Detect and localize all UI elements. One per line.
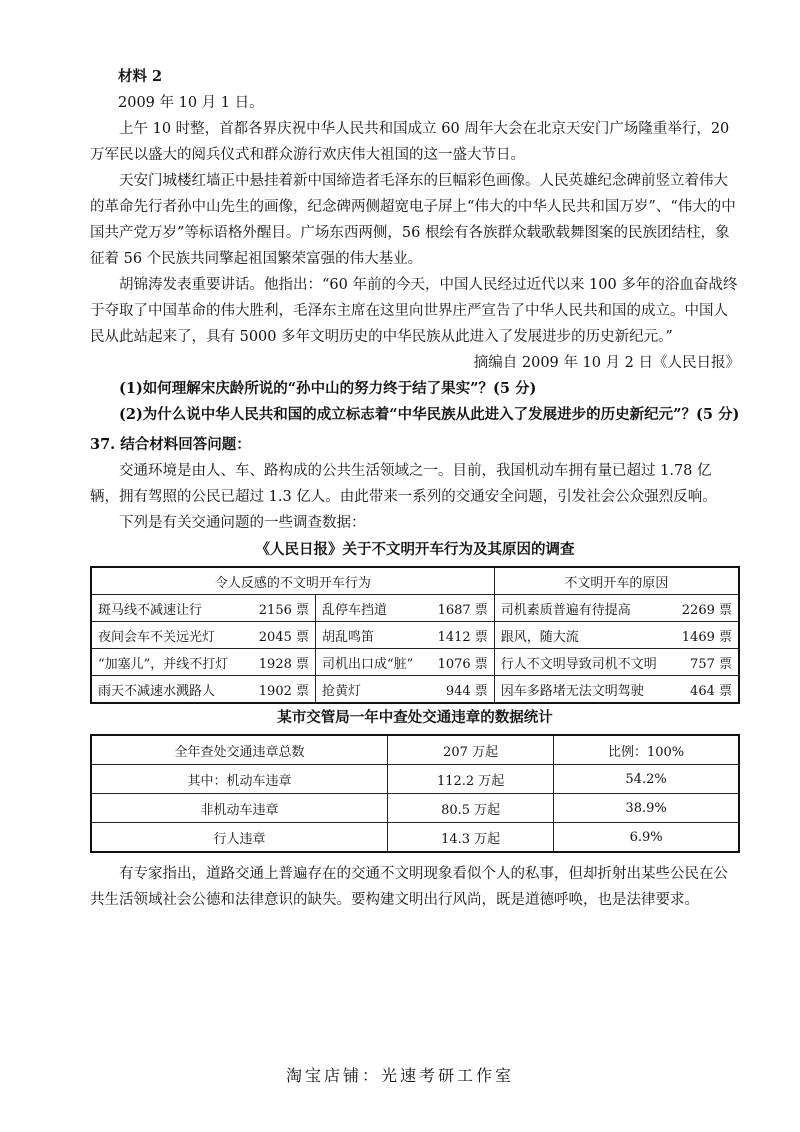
vote-count: 1076 票 (437, 656, 488, 672)
vote-count: 2045 票 (258, 629, 309, 645)
table-row (91, 735, 739, 765)
paragraph-2: 天安门城楼红墙正中悬挂着新中国缔造者毛泽东的巨幅彩色画像。人民英雄纪念碑前竖立着伟大的革命先行者孙中山先生的画像，纪念碑两侧超宽电子屏上“伟大的中华人民共和国万岁”、“伟大的中国共产党万岁”等标语格外醒目。广场东西两侧，56 根绘有各族群众载歌载舞图案的民族团结柱，象征着 56 个民族共同擎起祖国繁荣富强的伟大基业。 (90, 173, 736, 267)
paragraph-3: 胡锦涛发表重要讲话。他指出：“60 年前的今天，中国人民经过近代以来 100 多年的浴血奋战终于夺取了中国革命的伟大胜利，毛泽东主席在这里向世界庄严宣告了中华人民共和国的成立。中国人民从此站起来了，具有 5000 多年文明历史的中华民族从此进入了发展进步的历史新纪元。” (90, 277, 738, 345)
table-row (91, 595, 739, 622)
ratio-cell: 比例：100% (554, 735, 739, 765)
material-label: 材料 2 (118, 68, 163, 85)
header-behaviors: 令人反感的不文明开车行为 (91, 567, 494, 595)
behavior-label: 乱停车挡道 (322, 602, 388, 618)
table-row (91, 622, 739, 649)
ratio-cell: 38.9% (554, 794, 739, 823)
material-date: 2009 年 10 月 1 日。 (118, 95, 264, 111)
behavior-label: 胡乱鸣笛 (322, 629, 375, 645)
vote-count: 2269 票 (681, 602, 732, 618)
behavior-label: 司机出口成“脏” (322, 656, 414, 672)
vote-count: 1902 票 (258, 683, 309, 699)
document-page (90, 64, 740, 913)
footer-shop-name: 淘宝店铺：光速考研工作室 (285, 1066, 514, 1085)
statistics-table (90, 734, 740, 853)
survey-table (90, 566, 740, 704)
table-row (91, 765, 739, 794)
question-1: (1)如何理解宋庆龄所说的“孙中山的努力终于结了果实”？(5 分) (119, 380, 537, 397)
behavior-label: 雨天不减速水溅路人 (98, 683, 216, 699)
vote-count: 757 票 (690, 656, 732, 672)
vote-count: 944 票 (445, 683, 488, 699)
vote-count: 1687 票 (437, 602, 488, 618)
behavior-label: 夜间会车不关远光灯 (98, 629, 216, 645)
q37-paragraph-2: 下列是有关交通问题的一些调查数据： (119, 515, 366, 531)
category-cell: 非机动车违章 (91, 794, 388, 823)
vote-count: 2156 票 (258, 602, 309, 618)
vote-count: 464 票 (690, 683, 732, 699)
category-cell: 其中：机动车违章 (91, 765, 388, 794)
ratio-cell: 6.9% (554, 823, 739, 853)
q37-paragraph-1: 交通环境是由人、车、路构成的公共生活领域之一。目前，我国机动车拥有量已超过 1.78 亿辆，拥有驾照的公民已超过 1.3 亿人。由此带来一系列的交通安全问题，引发社会公众强烈反响。 (90, 463, 717, 505)
vote-count: 1469 票 (681, 629, 732, 645)
count-cell: 80.5 万起 (388, 794, 554, 823)
closing-paragraph: 有专家指出，道路交通上普遍存在的交通不文明现象看似个人的私事，但却折射出某些公民在公共生活领域社会公德和法律意识的缺失。要构建文明出行风尚，既是道德呼唤，也是法律要求。 (90, 866, 728, 908)
table-row (91, 823, 739, 853)
statistics-table-title: 某市交管局一年中查处交通违章的数据统计 (277, 709, 553, 726)
count-cell: 207 万起 (388, 735, 554, 765)
table-row (91, 794, 739, 823)
vote-count: 1928 票 (258, 656, 309, 672)
question-37-heading: 37. 结合材料回答问题： (90, 436, 251, 453)
reason-label: 因车多路堵无法文明驾驶 (500, 683, 644, 699)
reason-label: 司机素质普遍有待提高 (500, 602, 631, 618)
reason-label: 跟风，随大流 (500, 629, 579, 645)
category-cell: 全年查处交通违章总数 (91, 735, 388, 765)
question-2: (2)为什么说中华人民共和国的成立标志着“中华民族从此进入了发展进步的历史新纪元”？(5 分) (119, 406, 740, 423)
table-row (91, 676, 739, 704)
behavior-label: “加塞儿”，并线不打灯 (98, 656, 229, 672)
table-row (91, 649, 739, 676)
behavior-label: 抢黄灯 (322, 683, 362, 699)
category-cell: 行人违章 (91, 823, 388, 853)
behavior-label: 斑马线不减速让行 (98, 602, 203, 618)
vote-count: 1412 票 (437, 629, 488, 645)
source-citation: 摘编自 2009 年 10 月 2 日《人民日报》 (473, 355, 740, 371)
count-cell: 14.3 万起 (388, 823, 554, 853)
ratio-cell: 54.2% (554, 765, 739, 794)
count-cell: 112.2 万起 (388, 765, 554, 794)
reason-label: 行人不文明导致司机不文明 (500, 656, 657, 672)
survey-table-title: 《人民日报》关于不文明开车行为及其原因的调查 (255, 541, 575, 558)
header-reasons: 不文明开车的原因 (494, 567, 739, 595)
paragraph-1: 上午 10 时整，首都各界庆祝中华人民共和国成立 60 周年大会在北京天安门广场隆重举行，20 万军民以盛大的阅兵仪式和群众游行欢庆伟大祖国的这一盛大节日。 (90, 121, 730, 163)
